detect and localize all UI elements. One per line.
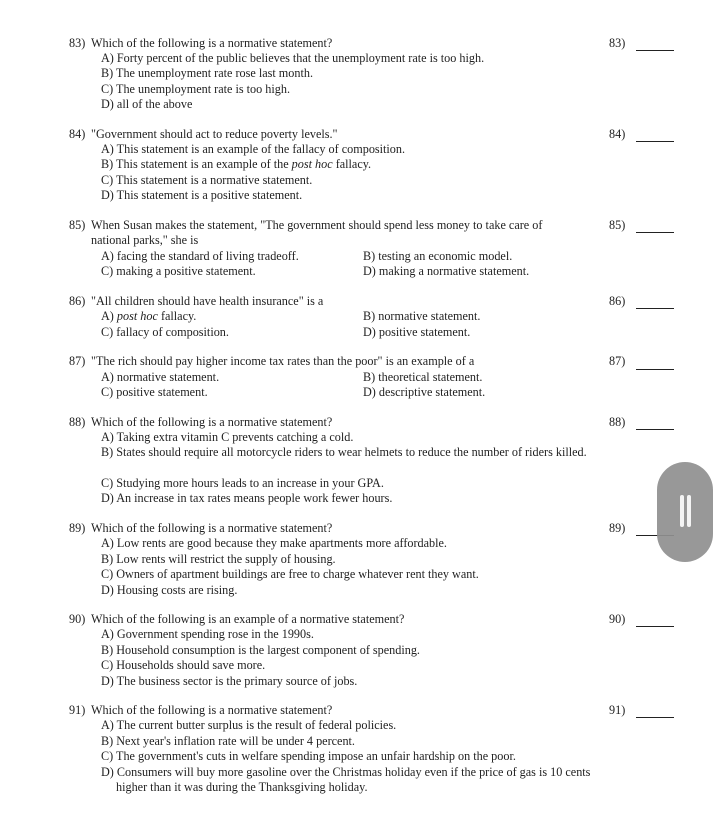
question-stem: 84) "Government should act to reduce poverty levels.": [69, 127, 338, 141]
option-a[interactable]: A) normative statement.: [101, 370, 220, 384]
answer-label: 90): [609, 612, 626, 626]
option-b[interactable]: B) This statement is an example of the post hoc fallacy.: [101, 157, 372, 171]
question-stem: 87) "The rich should pay higher income tax rates than the poor" is an example of a: [69, 354, 475, 368]
option-c[interactable]: C) Households should save more.: [101, 658, 266, 672]
option-b[interactable]: B) theoretical statement.: [363, 370, 483, 384]
answer-blank[interactable]: [636, 626, 674, 627]
option-d[interactable]: D) making a normative statement.: [363, 264, 530, 278]
answer-blank[interactable]: [636, 232, 674, 233]
answer-label: 86): [609, 294, 626, 308]
option-b[interactable]: B) Household consumption is the largest component of spending.: [101, 643, 420, 657]
answer-label: 91): [609, 703, 626, 717]
question-stem: 86) "All children should have health insurance" is a: [69, 294, 324, 308]
answer-blank[interactable]: [636, 308, 674, 309]
answer-label: 84): [609, 127, 626, 141]
option-b[interactable]: B) normative statement.: [363, 309, 481, 323]
question-stem: 91) Which of the following is a normative statement?: [69, 703, 333, 717]
option-d[interactable]: D) This statement is a positive statement.: [101, 188, 303, 202]
answer-blank[interactable]: [636, 429, 674, 430]
question-stem: 83) Which of the following is a normative statement?: [69, 36, 333, 50]
question-stem: 85) When Susan makes the statement, "The government should spend less money to take care of national parks," she is: [69, 218, 543, 247]
option-b[interactable]: B) The unemployment rate rose last month.: [101, 66, 313, 80]
option-a[interactable]: A) Forty percent of the public believes that the unemployment rate is too high.: [101, 51, 485, 65]
option-c[interactable]: C) making a positive statement.: [101, 264, 256, 278]
option-b[interactable]: B) States should require all motorcycle riders to wear helmets to reduce the number of riders killed.: [101, 445, 587, 459]
option-a[interactable]: A) Taking extra vitamin C prevents catching a cold.: [101, 430, 354, 444]
question-stem: 90) Which of the following is an example of a normative statement?: [69, 612, 405, 626]
option-a[interactable]: A) post hoc fallacy.: [101, 309, 197, 323]
option-d[interactable]: D) The business sector is the primary source of jobs.: [101, 674, 358, 688]
option-c[interactable]: C) fallacy of composition.: [101, 325, 229, 339]
option-a[interactable]: A) facing the standard of living tradeoff.: [101, 249, 299, 263]
option-d[interactable]: D) descriptive statement.: [363, 385, 486, 399]
answer-blank[interactable]: [636, 369, 674, 370]
option-b[interactable]: B) testing an economic model.: [363, 249, 513, 263]
option-c[interactable]: C) positive statement.: [101, 385, 208, 399]
option-d[interactable]: D) all of the above: [101, 97, 193, 111]
question-stem: 88) Which of the following is a normative statement?: [69, 415, 333, 429]
option-a[interactable]: A) Low rents are good because they make apartments more affordable.: [101, 536, 447, 550]
option-a[interactable]: A) This statement is an example of the fallacy of composition.: [101, 142, 406, 156]
option-d[interactable]: D) An increase in tax rates means people work fewer hours.: [101, 491, 393, 505]
answer-label: 89): [609, 521, 626, 535]
option-d[interactable]: D) positive statement.: [363, 325, 471, 339]
answer-blank[interactable]: [636, 141, 674, 142]
answer-label: 88): [609, 415, 626, 429]
option-c[interactable]: C) This statement is a normative statement.: [101, 173, 313, 187]
answer-label: 85): [609, 218, 626, 232]
answer-label: 83): [609, 36, 626, 50]
option-a[interactable]: A) Government spending rose in the 1990s.: [101, 627, 314, 641]
answer-blank[interactable]: [636, 50, 674, 51]
answer-label: 87): [609, 354, 626, 368]
option-a[interactable]: A) The current butter surplus is the result of federal policies.: [101, 718, 397, 732]
question-stem: 89) Which of the following is a normative statement?: [69, 521, 333, 535]
option-c[interactable]: C) The unemployment rate is too high.: [101, 82, 290, 96]
option-c[interactable]: C) Owners of apartment buildings are free to charge whatever rent they want.: [101, 567, 479, 581]
option-d[interactable]: D) Consumers will buy more gasoline over the Christmas holiday even if the price of gas is 10 cents higher than it was during the Thanksgiving holiday.: [101, 765, 591, 794]
option-d[interactable]: D) Housing costs are rising.: [101, 583, 238, 597]
option-b[interactable]: B) Next year's inflation rate will be under 4 percent.: [101, 734, 355, 748]
answer-blank[interactable]: [636, 717, 674, 718]
option-b[interactable]: B) Low rents will restrict the supply of housing.: [101, 552, 336, 566]
scroll-handle[interactable]: [657, 462, 713, 562]
option-c[interactable]: C) The government's cuts in welfare spending impose an unfair hardship on the poor.: [101, 749, 516, 763]
option-c[interactable]: C) Studying more hours leads to an increase in your GPA.: [101, 476, 384, 490]
